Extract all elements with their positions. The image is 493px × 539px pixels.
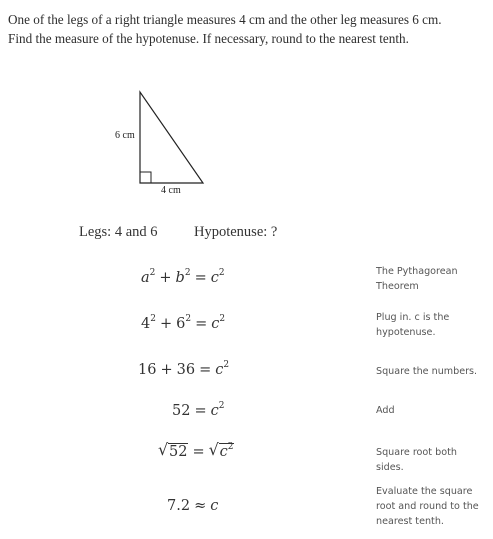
step-6-equation: 7.2 ≈ c [167, 498, 219, 514]
legs-summary: Legs: 4 and 6 [79, 224, 158, 240]
horizontal-leg-label: 4 cm [161, 185, 181, 196]
step-1-note: The Pythagorean Theorem [376, 266, 458, 292]
problem-line-2: Find the measure of the hypotenuse. If necessary, round to the nearest tenth. [8, 31, 409, 46]
step-5-equation: √ 52 = √ $c^2$ [158, 440, 234, 460]
right-angle-marker [140, 172, 151, 183]
step-1-equation: $a^2 + b^2 = c^2$ [141, 268, 225, 286]
triangle-shape [140, 92, 203, 183]
problem-line-1: One of the legs of a right triangle measures 4 cm and the other leg measures 6 cm. [8, 12, 442, 27]
vertical-leg-label: 6 cm [115, 130, 135, 141]
step-3-equation: $16 + 36 = c^2$ [138, 360, 230, 378]
step-2-equation: $4^2 + 6^2 = c^2$ [141, 314, 226, 332]
hypotenuse-summary: Hypotenuse: ? [194, 224, 278, 240]
step-4-equation: $52 = c^2$ [172, 401, 225, 419]
step-4-note: Add [376, 405, 395, 416]
step-3-note: Square the numbers. [376, 366, 478, 377]
sqrt-c-squared: √ $c^2$ [208, 440, 234, 460]
problem-statement [8, 10, 488, 48]
step-6-note: Evaluate the square root and round to the nearest tenth. [376, 486, 479, 527]
sqrt-52: √ 52 [158, 440, 188, 460]
step-5-note: Square root both sides. [376, 447, 457, 473]
right-triangle-figure [100, 80, 230, 205]
step-2-note: Plug in. c is the hypotenuse. [376, 312, 450, 338]
